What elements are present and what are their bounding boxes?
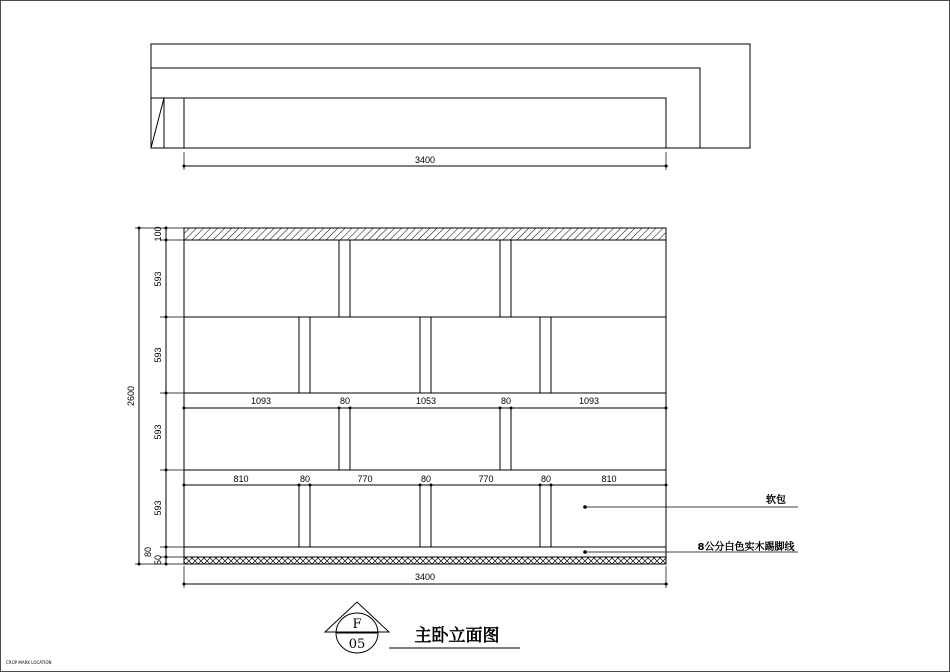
dim-80-b: 80 xyxy=(500,396,512,406)
sheet-border xyxy=(1,1,950,672)
drawing-title: 主卧立面图 xyxy=(414,626,500,646)
svg-text:软包: 软包 xyxy=(766,495,786,506)
dim-80-e: 80 xyxy=(540,474,552,484)
dim-h-593-b: 593 xyxy=(153,347,163,363)
elevation-width-dimension xyxy=(183,566,669,588)
annotation-soft-pack xyxy=(583,493,798,509)
ceiling-band xyxy=(184,228,666,240)
dim-h-80: 80 xyxy=(143,546,153,558)
dim-1093-left: 1093 xyxy=(250,396,272,406)
dim-h-100: 100 xyxy=(153,226,163,242)
dim-1093-right: 1093 xyxy=(578,396,600,406)
dim-3400-bottom: 3400 xyxy=(414,572,436,582)
height-dimensions xyxy=(126,226,184,565)
row3-dimensions xyxy=(183,396,668,410)
dim-h-593-d: 593 xyxy=(153,500,163,516)
floor-band xyxy=(184,557,666,564)
dim-770-a: 770 xyxy=(357,474,373,484)
marker-letter: F xyxy=(352,617,362,632)
dim-810-right: 810 xyxy=(601,474,617,484)
dim-810-left: 810 xyxy=(233,474,249,484)
dim-80-a: 80 xyxy=(339,396,351,406)
dim-h-593-c: 593 xyxy=(153,424,163,440)
dim-80-c: 80 xyxy=(299,474,311,484)
plan-view xyxy=(151,44,750,170)
svg-text:8公分白色实木踢脚线: 8公分白色实木踢脚线 xyxy=(697,542,795,553)
title-block xyxy=(325,602,520,653)
dim-h-50: 50 xyxy=(153,554,163,566)
elevation-view xyxy=(126,226,798,588)
dim-770-b: 770 xyxy=(478,474,494,484)
dim-1053: 1053 xyxy=(415,396,437,406)
marker-number: 05 xyxy=(348,637,366,652)
dim-h-593-a: 593 xyxy=(153,271,163,287)
plan-dim-3400: 3400 xyxy=(414,155,436,165)
corner-note: CROP MARK LOCATION xyxy=(6,660,52,665)
dim-80-d: 80 xyxy=(420,474,432,484)
dim-h-2600: 2600 xyxy=(126,385,136,407)
